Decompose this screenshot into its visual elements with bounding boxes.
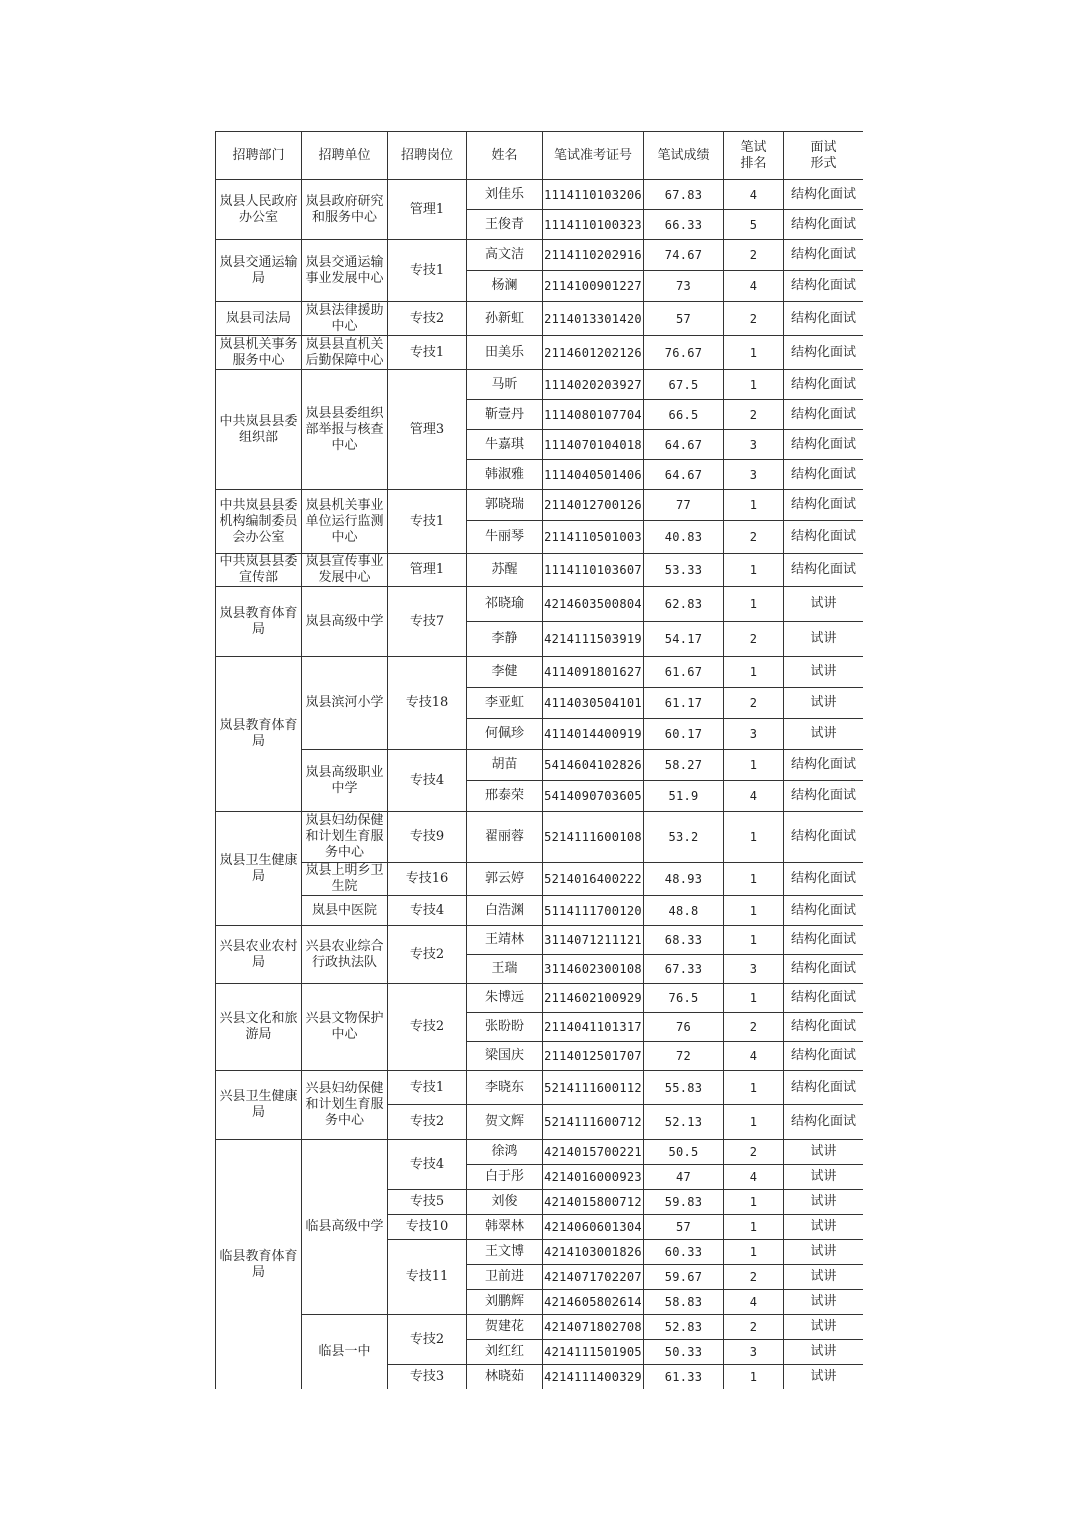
post-cell: 管理1 xyxy=(388,554,467,587)
interview-type-cell: 结构化面试 xyxy=(784,460,864,490)
interview-type-cell: 试讲 xyxy=(784,622,864,657)
name-cell: 王文博 xyxy=(467,1240,543,1265)
score-cell: 73 xyxy=(644,271,724,302)
table-row xyxy=(216,984,864,1013)
dept-cell: 岚县人民政府办公室 xyxy=(216,180,302,240)
score-cell: 57 xyxy=(644,1215,724,1240)
interview-type-cell: 结构化面试 xyxy=(784,812,864,863)
interview-type-cell: 结构化面试 xyxy=(784,554,864,587)
score-cell: 62.83 xyxy=(644,587,724,622)
name-cell: 牛嘉琪 xyxy=(467,430,543,460)
exam-id-cell: 2114110501003 xyxy=(543,521,644,554)
rank-cell: 1 xyxy=(724,984,784,1013)
interview-type-cell: 结构化面试 xyxy=(784,240,864,271)
name-cell: 李静 xyxy=(467,622,543,657)
results-table xyxy=(215,131,863,1389)
rank-cell: 4 xyxy=(724,1042,784,1071)
exam-id-cell: 4214071702207 xyxy=(543,1265,644,1290)
score-cell: 61.67 xyxy=(644,657,724,688)
score-cell: 47 xyxy=(644,1165,724,1190)
interview-type-cell: 结构化面试 xyxy=(784,430,864,460)
interview-type-cell: 结构化面试 xyxy=(784,490,864,521)
rank-cell: 2 xyxy=(724,302,784,336)
unit-cell: 岚县中医院 xyxy=(302,896,388,926)
interview-type-cell: 结构化面试 xyxy=(784,521,864,554)
dept-cell: 岚县教育体育局 xyxy=(216,587,302,657)
score-cell: 74.67 xyxy=(644,240,724,271)
score-cell: 59.83 xyxy=(644,1190,724,1215)
post-cell: 专技5 xyxy=(388,1190,467,1215)
post-cell: 专技16 xyxy=(388,863,467,896)
exam-id-cell: 4114030504101 xyxy=(543,688,644,719)
post-cell: 专技1 xyxy=(388,490,467,554)
name-cell: 李健 xyxy=(467,657,543,688)
dept-cell: 中共岚县县委组织部 xyxy=(216,370,302,490)
score-cell: 61.33 xyxy=(644,1365,724,1390)
score-cell: 72 xyxy=(644,1042,724,1071)
post-cell: 专技18 xyxy=(388,657,467,750)
name-cell: 祁晓瑜 xyxy=(467,587,543,622)
score-cell: 64.67 xyxy=(644,460,724,490)
rank-cell: 1 xyxy=(724,750,784,781)
table-row xyxy=(216,1140,864,1165)
name-cell: 刘鹏辉 xyxy=(467,1290,543,1315)
table-body xyxy=(216,180,864,1390)
exam-id-cell: 4114014400919 xyxy=(543,719,644,750)
rank-cell: 1 xyxy=(724,896,784,926)
score-cell: 58.83 xyxy=(644,1290,724,1315)
score-cell: 59.67 xyxy=(644,1265,724,1290)
exam-id-cell: 5214111600712 xyxy=(543,1105,644,1140)
interview-type-cell: 结构化面试 xyxy=(784,271,864,302)
unit-cell: 兴县文物保护中心 xyxy=(302,984,388,1071)
rank-cell: 1 xyxy=(724,554,784,587)
name-cell: 杨澜 xyxy=(467,271,543,302)
name-cell: 白于彤 xyxy=(467,1165,543,1190)
rank-cell: 2 xyxy=(724,1140,784,1165)
exam-id-cell: 4214016000923 xyxy=(543,1165,644,1190)
name-cell: 马昕 xyxy=(467,370,543,400)
name-cell: 韩翠林 xyxy=(467,1215,543,1240)
exam-id-cell: 3114071211121 xyxy=(543,926,644,955)
name-cell: 李晓东 xyxy=(467,1071,543,1105)
interview-type-cell: 结构化面试 xyxy=(784,1071,864,1105)
interview-type-cell: 试讲 xyxy=(784,1315,864,1340)
unit-cell: 岚县高级中学 xyxy=(302,587,388,657)
interview-type-cell: 试讲 xyxy=(784,1265,864,1290)
interview-type-cell: 结构化面试 xyxy=(784,1042,864,1071)
exam-id-cell: 4214060601304 xyxy=(543,1215,644,1240)
exam-id-cell: 4214603500804 xyxy=(543,587,644,622)
name-cell: 白浩渊 xyxy=(467,896,543,926)
post-cell: 专技2 xyxy=(388,984,467,1071)
table-row xyxy=(216,750,864,781)
name-cell: 郭云婷 xyxy=(467,863,543,896)
rank-cell: 1 xyxy=(724,1071,784,1105)
name-cell: 贺文辉 xyxy=(467,1105,543,1140)
col-header-unit: 招聘单位 xyxy=(302,132,388,180)
score-cell: 48.93 xyxy=(644,863,724,896)
exam-id-cell: 5114111700120 xyxy=(543,896,644,926)
interview-type-cell: 试讲 xyxy=(784,1290,864,1315)
score-cell: 67.33 xyxy=(644,955,724,984)
col-header-dept: 招聘部门 xyxy=(216,132,302,180)
exam-id-cell: 2114012501707 xyxy=(543,1042,644,1071)
score-cell: 67.5 xyxy=(644,370,724,400)
unit-cell: 岚县县直机关后勤保障中心 xyxy=(302,336,388,370)
score-cell: 40.83 xyxy=(644,521,724,554)
unit-cell: 岚县宣传事业发展中心 xyxy=(302,554,388,587)
unit-cell: 岚县交通运输事业发展中心 xyxy=(302,240,388,302)
exam-id-cell: 1114020203927 xyxy=(543,370,644,400)
exam-id-cell: 4114091801627 xyxy=(543,657,644,688)
unit-cell: 兴县农业综合行政执法队 xyxy=(302,926,388,984)
name-cell: 贺建花 xyxy=(467,1315,543,1340)
name-cell: 靳壹丹 xyxy=(467,400,543,430)
table-row xyxy=(216,240,864,271)
col-header-name: 姓名 xyxy=(467,132,543,180)
exam-id-cell: 2114602100929 xyxy=(543,984,644,1013)
rank-cell: 2 xyxy=(724,688,784,719)
post-cell: 管理3 xyxy=(388,370,467,490)
score-cell: 76.5 xyxy=(644,984,724,1013)
post-cell: 专技9 xyxy=(388,812,467,863)
col-header-interview-type: 面试 形式 xyxy=(784,132,864,180)
rank-cell: 1 xyxy=(724,657,784,688)
interview-type-cell: 结构化面试 xyxy=(784,896,864,926)
exam-id-cell: 3114602300108 xyxy=(543,955,644,984)
interview-type-cell: 结构化面试 xyxy=(784,926,864,955)
rank-cell: 4 xyxy=(724,1165,784,1190)
interview-type-cell: 结构化面试 xyxy=(784,210,864,240)
rank-cell: 3 xyxy=(724,460,784,490)
rank-cell: 3 xyxy=(724,430,784,460)
unit-cell: 兴县妇幼保健和计划生育服务中心 xyxy=(302,1071,388,1140)
exam-id-cell: 4214015800712 xyxy=(543,1190,644,1215)
dept-cell: 临县教育体育局 xyxy=(216,1140,302,1390)
post-cell: 专技2 xyxy=(388,1315,467,1365)
name-cell: 高文洁 xyxy=(467,240,543,271)
exam-id-cell: 2114013301420 xyxy=(543,302,644,336)
exam-id-cell: 5214111600108 xyxy=(543,812,644,863)
interview-type-cell: 结构化面试 xyxy=(784,984,864,1013)
interview-type-cell: 试讲 xyxy=(784,688,864,719)
post-cell: 专技4 xyxy=(388,1140,467,1190)
name-cell: 翟丽蓉 xyxy=(467,812,543,863)
rank-cell: 1 xyxy=(724,370,784,400)
post-cell: 专技4 xyxy=(388,750,467,812)
interview-type-cell: 结构化面试 xyxy=(784,180,864,210)
score-cell: 58.27 xyxy=(644,750,724,781)
exam-id-cell: 5414604102826 xyxy=(543,750,644,781)
name-cell: 胡苗 xyxy=(467,750,543,781)
post-cell: 专技1 xyxy=(388,240,467,302)
rank-cell: 1 xyxy=(724,926,784,955)
exam-id-cell: 4214071802708 xyxy=(543,1315,644,1340)
rank-cell: 1 xyxy=(724,336,784,370)
table-row xyxy=(216,1071,864,1105)
name-cell: 朱博远 xyxy=(467,984,543,1013)
exam-id-cell: 4214111400329 xyxy=(543,1365,644,1390)
name-cell: 王靖林 xyxy=(467,926,543,955)
interview-type-cell: 试讲 xyxy=(784,719,864,750)
exam-id-cell: 5414090703605 xyxy=(543,781,644,812)
interview-type-cell: 试讲 xyxy=(784,1365,864,1390)
unit-cell: 岚县上明乡卫生院 xyxy=(302,863,388,896)
dept-cell: 岚县卫生健康局 xyxy=(216,812,302,926)
col-header-rank: 笔试 排名 xyxy=(724,132,784,180)
interview-type-cell: 结构化面试 xyxy=(784,302,864,336)
rank-cell: 2 xyxy=(724,400,784,430)
score-cell: 60.33 xyxy=(644,1240,724,1265)
name-cell: 李亚虹 xyxy=(467,688,543,719)
score-cell: 50.33 xyxy=(644,1340,724,1365)
dept-cell: 岚县教育体育局 xyxy=(216,657,302,812)
name-cell: 孙新虹 xyxy=(467,302,543,336)
results-table-container xyxy=(215,131,863,1389)
score-cell: 53.33 xyxy=(644,554,724,587)
rank-cell: 3 xyxy=(724,955,784,984)
post-cell: 专技10 xyxy=(388,1215,467,1240)
exam-id-cell: 2114601202126 xyxy=(543,336,644,370)
rank-cell: 2 xyxy=(724,1265,784,1290)
unit-cell: 岚县法律援助中心 xyxy=(302,302,388,336)
score-cell: 48.8 xyxy=(644,896,724,926)
table-row xyxy=(216,490,864,521)
post-cell: 管理1 xyxy=(388,180,467,240)
score-cell: 51.9 xyxy=(644,781,724,812)
rank-cell: 2 xyxy=(724,240,784,271)
interview-type-cell: 结构化面试 xyxy=(784,750,864,781)
rank-cell: 1 xyxy=(724,1365,784,1390)
interview-type-cell: 试讲 xyxy=(784,1240,864,1265)
score-cell: 76 xyxy=(644,1013,724,1042)
name-cell: 苏醒 xyxy=(467,554,543,587)
col-header-exam-id: 笔试准考证号 xyxy=(543,132,644,180)
rank-cell: 3 xyxy=(724,719,784,750)
name-cell: 刘佳乐 xyxy=(467,180,543,210)
name-cell: 徐鸿 xyxy=(467,1140,543,1165)
dept-cell: 岚县司法局 xyxy=(216,302,302,336)
post-cell: 专技3 xyxy=(388,1365,467,1390)
name-cell: 邢泰荣 xyxy=(467,781,543,812)
exam-id-cell: 1114110100323 xyxy=(543,210,644,240)
rank-cell: 1 xyxy=(724,587,784,622)
post-cell: 专技2 xyxy=(388,926,467,984)
header-row xyxy=(216,132,864,180)
post-cell: 专技2 xyxy=(388,1105,467,1140)
score-cell: 60.17 xyxy=(644,719,724,750)
exam-id-cell: 4214111501905 xyxy=(543,1340,644,1365)
dept-cell: 兴县卫生健康局 xyxy=(216,1071,302,1140)
unit-cell: 岚县机关事业单位运行监测中心 xyxy=(302,490,388,554)
score-cell: 68.33 xyxy=(644,926,724,955)
rank-cell: 1 xyxy=(724,1105,784,1140)
exam-id-cell: 2114041101317 xyxy=(543,1013,644,1042)
rank-cell: 2 xyxy=(724,622,784,657)
col-header-post: 招聘岗位 xyxy=(388,132,467,180)
score-cell: 50.5 xyxy=(644,1140,724,1165)
exam-id-cell: 2114110202916 xyxy=(543,240,644,271)
name-cell: 韩淑雅 xyxy=(467,460,543,490)
rank-cell: 1 xyxy=(724,812,784,863)
interview-type-cell: 结构化面试 xyxy=(784,370,864,400)
name-cell: 张盼盼 xyxy=(467,1013,543,1042)
unit-cell: 岚县政府研究和服务中心 xyxy=(302,180,388,240)
rank-cell: 4 xyxy=(724,1290,784,1315)
post-cell: 专技7 xyxy=(388,587,467,657)
table-row xyxy=(216,657,864,688)
interview-type-cell: 试讲 xyxy=(784,1190,864,1215)
rank-cell: 2 xyxy=(724,1013,784,1042)
dept-cell: 中共岚县县委宣传部 xyxy=(216,554,302,587)
rank-cell: 4 xyxy=(724,180,784,210)
score-cell: 57 xyxy=(644,302,724,336)
name-cell: 牛丽琴 xyxy=(467,521,543,554)
dept-cell: 兴县农业农村局 xyxy=(216,926,302,984)
score-cell: 61.17 xyxy=(644,688,724,719)
interview-type-cell: 试讲 xyxy=(784,1215,864,1240)
dept-cell: 岚县交通运输局 xyxy=(216,240,302,302)
exam-id-cell: 4214605802614 xyxy=(543,1290,644,1315)
rank-cell: 3 xyxy=(724,1340,784,1365)
score-cell: 52.83 xyxy=(644,1315,724,1340)
score-cell: 77 xyxy=(644,490,724,521)
table-row xyxy=(216,1315,864,1340)
exam-id-cell: 4214015700221 xyxy=(543,1140,644,1165)
table-row xyxy=(216,863,864,896)
rank-cell: 1 xyxy=(724,863,784,896)
score-cell: 53.2 xyxy=(644,812,724,863)
exam-id-cell: 5214111600112 xyxy=(543,1071,644,1105)
post-cell: 专技2 xyxy=(388,302,467,336)
unit-cell: 岚县高级职业中学 xyxy=(302,750,388,812)
rank-cell: 5 xyxy=(724,210,784,240)
unit-cell: 岚县县委组织部举报与核查中心 xyxy=(302,370,388,490)
table-row xyxy=(216,587,864,622)
dept-cell: 兴县文化和旅游局 xyxy=(216,984,302,1071)
post-cell: 专技1 xyxy=(388,336,467,370)
rank-cell: 1 xyxy=(724,1240,784,1265)
unit-cell: 岚县滨河小学 xyxy=(302,657,388,750)
rank-cell: 1 xyxy=(724,490,784,521)
post-cell: 专技4 xyxy=(388,896,467,926)
interview-type-cell: 结构化面试 xyxy=(784,955,864,984)
name-cell: 何佩珍 xyxy=(467,719,543,750)
rank-cell: 4 xyxy=(724,271,784,302)
name-cell: 郭晓瑞 xyxy=(467,490,543,521)
exam-id-cell: 1114110103607 xyxy=(543,554,644,587)
name-cell: 林晓茹 xyxy=(467,1365,543,1390)
interview-type-cell: 结构化面试 xyxy=(784,1013,864,1042)
table-row xyxy=(216,554,864,587)
interview-type-cell: 试讲 xyxy=(784,587,864,622)
interview-type-cell: 结构化面试 xyxy=(784,1105,864,1140)
table-row xyxy=(216,370,864,400)
score-cell: 66.5 xyxy=(644,400,724,430)
exam-id-cell: 5214016400222 xyxy=(543,863,644,896)
rank-cell: 1 xyxy=(724,1215,784,1240)
score-cell: 52.13 xyxy=(644,1105,724,1140)
name-cell: 田美乐 xyxy=(467,336,543,370)
post-cell: 专技1 xyxy=(388,1071,467,1105)
score-cell: 55.83 xyxy=(644,1071,724,1105)
interview-type-cell: 结构化面试 xyxy=(784,863,864,896)
exam-id-cell: 1114040501406 xyxy=(543,460,644,490)
name-cell: 刘俊 xyxy=(467,1190,543,1215)
exam-id-cell: 4214111503919 xyxy=(543,622,644,657)
score-cell: 66.33 xyxy=(644,210,724,240)
unit-cell: 临县一中 xyxy=(302,1315,388,1390)
rank-cell: 4 xyxy=(724,781,784,812)
score-cell: 64.67 xyxy=(644,430,724,460)
unit-cell: 临县高级中学 xyxy=(302,1140,388,1315)
name-cell: 王俊青 xyxy=(467,210,543,240)
dept-cell: 岚县机关事务服务中心 xyxy=(216,336,302,370)
interview-type-cell: 结构化面试 xyxy=(784,400,864,430)
interview-type-cell: 试讲 xyxy=(784,1165,864,1190)
col-header-score: 笔试成绩 xyxy=(644,132,724,180)
table-row xyxy=(216,926,864,955)
name-cell: 卫前进 xyxy=(467,1265,543,1290)
name-cell: 梁国庆 xyxy=(467,1042,543,1071)
score-cell: 67.83 xyxy=(644,180,724,210)
dept-cell: 中共岚县县委机构编制委员会办公室 xyxy=(216,490,302,554)
name-cell: 王瑞 xyxy=(467,955,543,984)
exam-id-cell: 2114012700126 xyxy=(543,490,644,521)
exam-id-cell: 1114070104018 xyxy=(543,430,644,460)
unit-cell: 岚县妇幼保健和计划生育服务中心 xyxy=(302,812,388,863)
post-cell: 专技11 xyxy=(388,1240,467,1315)
exam-id-cell: 2114100901227 xyxy=(543,271,644,302)
interview-type-cell: 试讲 xyxy=(784,1340,864,1365)
table-row xyxy=(216,302,864,336)
interview-type-cell: 结构化面试 xyxy=(784,781,864,812)
rank-cell: 1 xyxy=(724,1190,784,1215)
rank-cell: 2 xyxy=(724,521,784,554)
score-cell: 76.67 xyxy=(644,336,724,370)
score-cell: 54.17 xyxy=(644,622,724,657)
table-row xyxy=(216,812,864,863)
interview-type-cell: 试讲 xyxy=(784,657,864,688)
rank-cell: 2 xyxy=(724,1315,784,1340)
name-cell: 刘红红 xyxy=(467,1340,543,1365)
exam-id-cell: 1114080107704 xyxy=(543,400,644,430)
exam-id-cell: 1114110103206 xyxy=(543,180,644,210)
interview-type-cell: 结构化面试 xyxy=(784,336,864,370)
interview-type-cell: 试讲 xyxy=(784,1140,864,1165)
table-row xyxy=(216,896,864,926)
table-row xyxy=(216,180,864,210)
exam-id-cell: 4214103001826 xyxy=(543,1240,644,1265)
table-row xyxy=(216,336,864,370)
